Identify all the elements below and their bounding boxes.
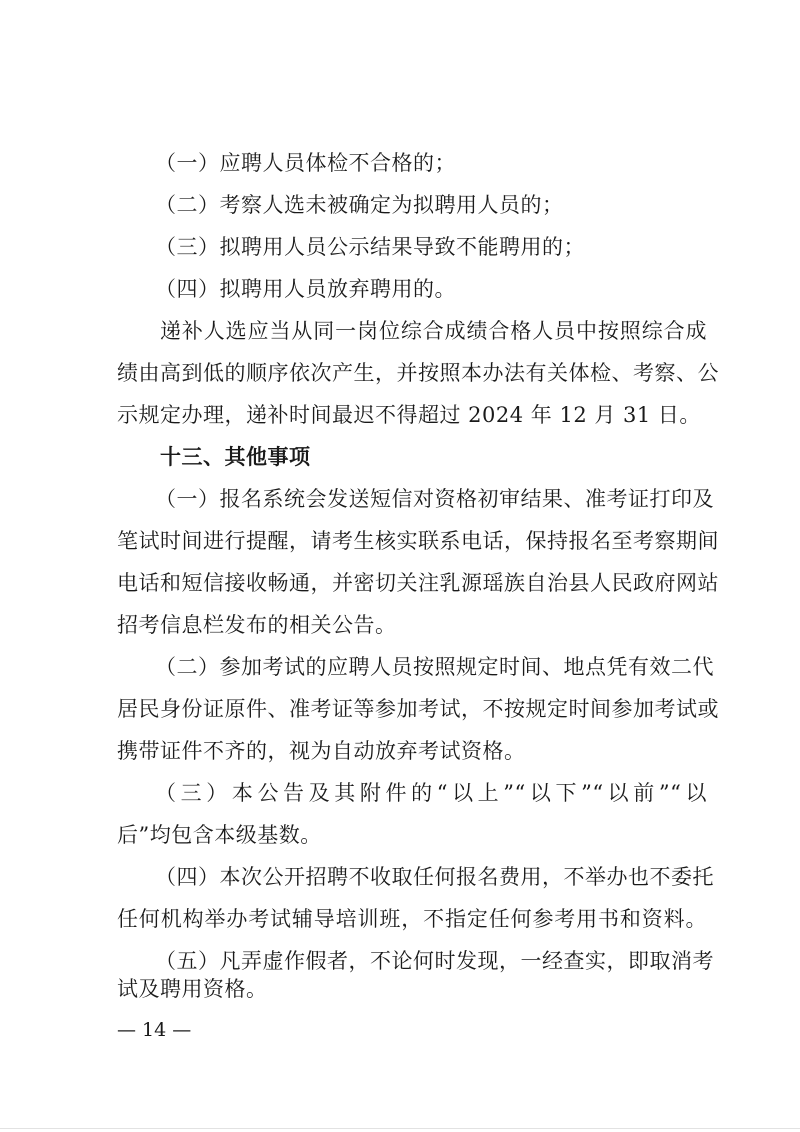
paragraph-line: 示规定办理，递补时间最迟不得超过 2024 年 12 月 31 日。 <box>117 403 701 427</box>
page-number: — 14 — <box>117 1019 192 1041</box>
item-four-give-up: （四）拟聘用人员放弃聘用的。 <box>155 277 456 301</box>
item-three-publicity: （三）拟聘用人员公示结果导致不能聘用的； <box>155 235 585 259</box>
section-heading: 十三、其他事项 <box>160 445 311 469</box>
paragraph-line: 招考信息栏发布的相关公告。 <box>117 613 397 637</box>
paragraph-line: 笔试时间进行提醒，请考生核实联系电话，保持报名至考察期间 <box>117 529 719 553</box>
paragraph-line: 携带证件不齐的，视为自动放弃考试资格。 <box>117 739 526 763</box>
page-edge-divider <box>0 1128 800 1129</box>
paragraph-line: 试及聘用资格。 <box>117 977 268 1001</box>
paragraph-line: （一）报名系统会发送短信对资格初审结果、准考证打印及 <box>155 487 714 511</box>
paragraph-line: （二）参加考试的应聘人员按照规定时间、地点凭有效二代 <box>155 655 714 679</box>
paragraph-line: 后”均包含本级基数。 <box>117 823 322 847</box>
paragraph-line: 绩由高到低的顺序依次产生，并按照本办法有关体检、考察、公 <box>117 361 719 385</box>
paragraph-line: （三）本公告及其附件的“以上”“以下”“以前”“以 <box>155 781 707 805</box>
paragraph-line: 递补人选应当从同一岗位综合成绩合格人员中按照综合成 <box>160 319 707 343</box>
paragraph-line: （四）本次公开招聘不收取任何报名费用，不举办也不委托 <box>155 865 714 889</box>
paragraph-line: 电话和短信接收畅通，并密切关注乳源瑶族自治县人民政府网站 <box>117 571 719 595</box>
paragraph-line: （五）凡弄虚作假者，不论何时发现，一经查实，即取消考 <box>155 949 714 973</box>
item-two-inspection: （二）考察人选未被确定为拟聘用人员的； <box>155 193 564 217</box>
item-one-physical-exam: （一）应聘人员体检不合格的； <box>155 151 456 175</box>
paragraph-line: 居民身份证原件、准考证等参加考试，不按规定时间参加考试或 <box>117 697 719 721</box>
paragraph-line: 任何机构举办考试辅导培训班，不指定任何参考用书和资料。 <box>117 907 707 931</box>
